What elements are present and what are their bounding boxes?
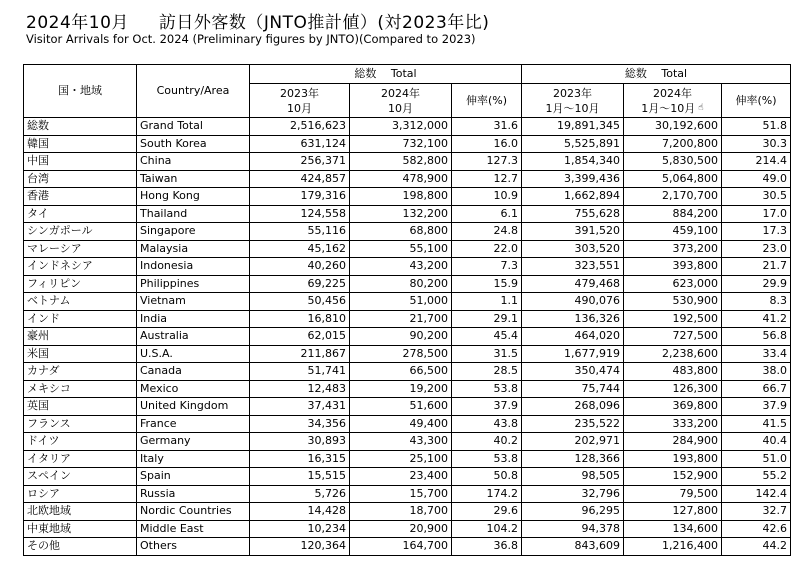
cell-cum-growth: 17.3 bbox=[722, 223, 791, 241]
table-row bbox=[24, 485, 791, 503]
cell-cum-2024: 7,200,800 bbox=[624, 135, 722, 153]
cell-cum-growth: 29.9 bbox=[722, 275, 791, 293]
cell-oct-2024: 15,700 bbox=[350, 485, 452, 503]
cell-cum-2024: 152,900 bbox=[624, 468, 722, 486]
cell-cum-2023: 75,744 bbox=[522, 380, 624, 398]
cell-cum-2023: 843,609 bbox=[522, 538, 624, 556]
cell-cum-growth: 37.9 bbox=[722, 398, 791, 416]
cell-cum-growth: 42.6 bbox=[722, 520, 791, 538]
cell-cum-2023: 235,522 bbox=[522, 415, 624, 433]
cell-cum-growth: 8.3 bbox=[722, 293, 791, 311]
cell-region-en: Thailand bbox=[137, 205, 250, 223]
cell-cum-2024: 727,500 bbox=[624, 328, 722, 346]
cell-cum-2023: 755,628 bbox=[522, 205, 624, 223]
cell-oct-2024: 19,200 bbox=[350, 380, 452, 398]
cell-region-jp: インドネシア bbox=[24, 258, 137, 276]
cell-region-jp: 香港 bbox=[24, 188, 137, 206]
cell-region-en: Others bbox=[137, 538, 250, 556]
cell-cum-growth: 49.0 bbox=[722, 170, 791, 188]
cell-region-en: Canada bbox=[137, 363, 250, 381]
cell-oct-2023: 124,558 bbox=[250, 205, 350, 223]
cell-oct-2024: 21,700 bbox=[350, 310, 452, 328]
header-region-jp: 国・地域 bbox=[24, 65, 137, 118]
cell-region-jp: 北欧地域 bbox=[24, 503, 137, 521]
header-month-2023: 2023年 10月 bbox=[250, 84, 350, 118]
table-row bbox=[24, 538, 791, 556]
cell-cum-growth: 51.8 bbox=[722, 118, 791, 136]
cell-region-en: United Kingdom bbox=[137, 398, 250, 416]
cell-region-en: Nordic Countries bbox=[137, 503, 250, 521]
cell-region-en: Taiwan bbox=[137, 170, 250, 188]
cell-oct-growth: 174.2 bbox=[452, 485, 522, 503]
cell-oct-2023: 120,364 bbox=[250, 538, 350, 556]
cell-cum-2024: 2,170,700 bbox=[624, 188, 722, 206]
header-region-en: Country/Area bbox=[137, 65, 250, 118]
cell-region-en: Italy bbox=[137, 450, 250, 468]
cell-oct-growth: 10.9 bbox=[452, 188, 522, 206]
cell-cum-2023: 490,076 bbox=[522, 293, 624, 311]
cell-oct-2024: 732,100 bbox=[350, 135, 452, 153]
table-row bbox=[24, 468, 791, 486]
table-row bbox=[24, 275, 791, 293]
cell-cum-2024: 623,000 bbox=[624, 275, 722, 293]
cell-cum-growth: 40.4 bbox=[722, 433, 791, 451]
cell-oct-2023: 10,234 bbox=[250, 520, 350, 538]
cell-cum-growth: 41.5 bbox=[722, 415, 791, 433]
cell-cum-2023: 136,326 bbox=[522, 310, 624, 328]
cell-region-jp: メキシコ bbox=[24, 380, 137, 398]
cell-region-jp: 総数 bbox=[24, 118, 137, 136]
cell-region-en: India bbox=[137, 310, 250, 328]
table-row bbox=[24, 188, 791, 206]
cell-region-en: Hong Kong bbox=[137, 188, 250, 206]
cell-oct-2024: 198,800 bbox=[350, 188, 452, 206]
cell-region-jp: インド bbox=[24, 310, 137, 328]
cell-oct-growth: 28.5 bbox=[452, 363, 522, 381]
cell-region-jp: カナダ bbox=[24, 363, 137, 381]
cell-oct-growth: 50.8 bbox=[452, 468, 522, 486]
header-group-month: 総数 Total bbox=[250, 65, 522, 84]
cell-region-jp: タイ bbox=[24, 205, 137, 223]
cell-cum-growth: 33.4 bbox=[722, 345, 791, 363]
cell-oct-2023: 30,893 bbox=[250, 433, 350, 451]
cell-oct-growth: 6.1 bbox=[452, 205, 522, 223]
cell-region-jp: シンガポール bbox=[24, 223, 137, 241]
cell-oct-2023: 16,315 bbox=[250, 450, 350, 468]
cell-cum-2023: 391,520 bbox=[522, 223, 624, 241]
table-row bbox=[24, 345, 791, 363]
cell-cum-2023: 19,891,345 bbox=[522, 118, 624, 136]
cell-cum-growth: 66.7 bbox=[722, 380, 791, 398]
cell-region-jp: ベトナム bbox=[24, 293, 137, 311]
cell-oct-2023: 16,810 bbox=[250, 310, 350, 328]
cell-cum-2024: 193,800 bbox=[624, 450, 722, 468]
cell-cum-growth: 21.7 bbox=[722, 258, 791, 276]
title-date: 2024年10月 bbox=[26, 13, 129, 33]
table-row bbox=[24, 380, 791, 398]
cell-cum-2024: 369,800 bbox=[624, 398, 722, 416]
table-row bbox=[24, 398, 791, 416]
cell-oct-2024: 20,900 bbox=[350, 520, 452, 538]
cell-cum-2024: 459,100 bbox=[624, 223, 722, 241]
cell-cum-2024: 373,200 bbox=[624, 240, 722, 258]
cell-cum-growth: 41.2 bbox=[722, 310, 791, 328]
cell-region-jp: フランス bbox=[24, 415, 137, 433]
cell-cum-2023: 464,020 bbox=[522, 328, 624, 346]
cell-region-jp: スペイン bbox=[24, 468, 137, 486]
cell-cum-2024: 530,900 bbox=[624, 293, 722, 311]
table-row bbox=[24, 363, 791, 381]
cell-oct-2023: 14,428 bbox=[250, 503, 350, 521]
cell-oct-2024: 478,900 bbox=[350, 170, 452, 188]
header-month-2024: 2024年 10月 bbox=[350, 84, 452, 118]
cell-oct-2024: 18,700 bbox=[350, 503, 452, 521]
cell-oct-2023: 5,726 bbox=[250, 485, 350, 503]
cell-cum-growth: 56.8 bbox=[722, 328, 791, 346]
header-cum-growth: 伸率(%) bbox=[722, 84, 791, 118]
cell-region-en: Spain bbox=[137, 468, 250, 486]
cell-oct-2024: 51,600 bbox=[350, 398, 452, 416]
cell-cum-2023: 479,468 bbox=[522, 275, 624, 293]
cell-oct-2024: 90,200 bbox=[350, 328, 452, 346]
cell-oct-growth: 127.3 bbox=[452, 153, 522, 171]
table-row bbox=[24, 328, 791, 346]
cell-region-en: U.S.A. bbox=[137, 345, 250, 363]
table-row bbox=[24, 258, 791, 276]
cell-cum-growth: 32.7 bbox=[722, 503, 791, 521]
cell-cum-2023: 323,551 bbox=[522, 258, 624, 276]
cell-oct-growth: 31.5 bbox=[452, 345, 522, 363]
cell-region-en: Germany bbox=[137, 433, 250, 451]
header-group-cumulative: 総数 Total bbox=[522, 65, 791, 84]
table-row bbox=[24, 153, 791, 171]
table-row bbox=[24, 520, 791, 538]
cell-region-jp: 英国 bbox=[24, 398, 137, 416]
cell-oct-2024: 23,400 bbox=[350, 468, 452, 486]
cell-cum-growth: 30.3 bbox=[722, 135, 791, 153]
cell-cum-2024: 30,192,600 bbox=[624, 118, 722, 136]
cell-cum-2024: 284,900 bbox=[624, 433, 722, 451]
cell-cum-growth: 44.2 bbox=[722, 538, 791, 556]
cell-oct-2023: 62,015 bbox=[250, 328, 350, 346]
cell-cum-2023: 268,096 bbox=[522, 398, 624, 416]
cell-oct-2023: 40,260 bbox=[250, 258, 350, 276]
cell-region-jp: 中国 bbox=[24, 153, 137, 171]
cell-cum-2023: 98,505 bbox=[522, 468, 624, 486]
cell-oct-2023: 256,371 bbox=[250, 153, 350, 171]
cell-oct-growth: 31.6 bbox=[452, 118, 522, 136]
cell-oct-2023: 51,741 bbox=[250, 363, 350, 381]
cell-oct-2023: 631,124 bbox=[250, 135, 350, 153]
page-title bbox=[26, 8, 489, 33]
page-subtitle: Visitor Arrivals for Oct. 2024 (Preliminary figures by JNTO)(Compared to 2023) bbox=[26, 32, 476, 46]
cell-region-jp: 米国 bbox=[24, 345, 137, 363]
cell-region-en: Malaysia bbox=[137, 240, 250, 258]
cell-cum-2023: 1,677,919 bbox=[522, 345, 624, 363]
cell-cum-2023: 128,366 bbox=[522, 450, 624, 468]
table-row bbox=[24, 415, 791, 433]
cell-region-jp: 豪州 bbox=[24, 328, 137, 346]
cell-oct-2024: 132,200 bbox=[350, 205, 452, 223]
cell-cum-2024: 192,500 bbox=[624, 310, 722, 328]
cell-oct-2023: 15,515 bbox=[250, 468, 350, 486]
cell-oct-2023: 2,516,623 bbox=[250, 118, 350, 136]
cell-oct-growth: 43.8 bbox=[452, 415, 522, 433]
cell-oct-growth: 53.8 bbox=[452, 450, 522, 468]
cell-cum-2024: 884,200 bbox=[624, 205, 722, 223]
cell-oct-growth: 40.2 bbox=[452, 433, 522, 451]
table-body bbox=[24, 118, 791, 556]
cell-cum-2024: 79,500 bbox=[624, 485, 722, 503]
cell-region-jp: ロシア bbox=[24, 485, 137, 503]
cell-cum-2023: 202,971 bbox=[522, 433, 624, 451]
cell-cum-growth: 55.2 bbox=[722, 468, 791, 486]
cell-oct-growth: 45.4 bbox=[452, 328, 522, 346]
cell-oct-2023: 55,116 bbox=[250, 223, 350, 241]
table-row bbox=[24, 433, 791, 451]
cell-oct-growth: 1.1 bbox=[452, 293, 522, 311]
title-text: 訪日外客数（JNTO推計値）(対2023年比) bbox=[158, 13, 490, 33]
cell-region-en: Philippines bbox=[137, 275, 250, 293]
cell-cum-growth: 30.5 bbox=[722, 188, 791, 206]
table-row bbox=[24, 118, 791, 136]
cell-cum-2023: 3,399,436 bbox=[522, 170, 624, 188]
cell-region-en: Indonesia bbox=[137, 258, 250, 276]
cell-oct-growth: 24.8 bbox=[452, 223, 522, 241]
table-row bbox=[24, 450, 791, 468]
cell-oct-2024: 43,200 bbox=[350, 258, 452, 276]
hand-cursor-icon: ☝ bbox=[698, 102, 704, 113]
cell-region-jp: 中東地域 bbox=[24, 520, 137, 538]
cell-cum-growth: 214.4 bbox=[722, 153, 791, 171]
cell-region-en: Mexico bbox=[137, 380, 250, 398]
cell-oct-growth: 37.9 bbox=[452, 398, 522, 416]
cell-region-jp: その他 bbox=[24, 538, 137, 556]
cell-region-en: South Korea bbox=[137, 135, 250, 153]
cell-oct-2023: 424,857 bbox=[250, 170, 350, 188]
cell-oct-2024: 49,400 bbox=[350, 415, 452, 433]
cell-oct-2023: 37,431 bbox=[250, 398, 350, 416]
cell-region-en: Middle East bbox=[137, 520, 250, 538]
visitor-arrivals-table bbox=[23, 64, 791, 556]
table-row bbox=[24, 310, 791, 328]
cell-oct-growth: 7.3 bbox=[452, 258, 522, 276]
cell-oct-2024: 51,000 bbox=[350, 293, 452, 311]
cell-oct-growth: 53.8 bbox=[452, 380, 522, 398]
cell-oct-2023: 50,456 bbox=[250, 293, 350, 311]
cell-region-jp: 台湾 bbox=[24, 170, 137, 188]
cell-cum-2023: 32,796 bbox=[522, 485, 624, 503]
cell-cum-2023: 1,662,894 bbox=[522, 188, 624, 206]
cell-oct-growth: 15.9 bbox=[452, 275, 522, 293]
cell-region-en: Vietnam bbox=[137, 293, 250, 311]
cell-cum-growth: 142.4 bbox=[722, 485, 791, 503]
cell-cum-2023: 303,520 bbox=[522, 240, 624, 258]
cell-cum-growth: 38.0 bbox=[722, 363, 791, 381]
cell-oct-2023: 179,316 bbox=[250, 188, 350, 206]
table-row bbox=[24, 503, 791, 521]
header-cum-2023: 2023年 1月～10月 bbox=[522, 84, 624, 118]
cell-oct-2023: 34,356 bbox=[250, 415, 350, 433]
cell-oct-2024: 25,100 bbox=[350, 450, 452, 468]
cell-region-en: Australia bbox=[137, 328, 250, 346]
cell-oct-growth: 36.8 bbox=[452, 538, 522, 556]
cell-cum-2024: 127,800 bbox=[624, 503, 722, 521]
table-row bbox=[24, 240, 791, 258]
cell-oct-2024: 66,500 bbox=[350, 363, 452, 381]
table-row bbox=[24, 293, 791, 311]
cell-cum-2023: 96,295 bbox=[522, 503, 624, 521]
header-month-growth: 伸率(%) bbox=[452, 84, 522, 118]
table-row bbox=[24, 135, 791, 153]
cell-cum-2023: 94,378 bbox=[522, 520, 624, 538]
cell-oct-2024: 164,700 bbox=[350, 538, 452, 556]
table-row bbox=[24, 205, 791, 223]
cell-cum-2024: 126,300 bbox=[624, 380, 722, 398]
cell-region-jp: 韓国 bbox=[24, 135, 137, 153]
cell-cum-2023: 1,854,340 bbox=[522, 153, 624, 171]
cell-cum-2024: 5,064,800 bbox=[624, 170, 722, 188]
cell-cum-2023: 5,525,891 bbox=[522, 135, 624, 153]
cell-cum-2023: 350,474 bbox=[522, 363, 624, 381]
cell-oct-2023: 211,867 bbox=[250, 345, 350, 363]
cell-region-jp: イタリア bbox=[24, 450, 137, 468]
cell-oct-growth: 16.0 bbox=[452, 135, 522, 153]
table-row bbox=[24, 223, 791, 241]
cell-region-jp: フィリピン bbox=[24, 275, 137, 293]
cell-cum-2024: 393,800 bbox=[624, 258, 722, 276]
cell-oct-2024: 3,312,000 bbox=[350, 118, 452, 136]
cell-cum-growth: 17.0 bbox=[722, 205, 791, 223]
cell-region-en: Russia bbox=[137, 485, 250, 503]
cell-oct-2024: 68,800 bbox=[350, 223, 452, 241]
cell-oct-2024: 55,100 bbox=[350, 240, 452, 258]
cell-oct-2023: 69,225 bbox=[250, 275, 350, 293]
cell-cum-growth: 51.0 bbox=[722, 450, 791, 468]
cell-oct-2023: 45,162 bbox=[250, 240, 350, 258]
cell-cum-2024: 2,238,600 bbox=[624, 345, 722, 363]
cell-oct-growth: 29.1 bbox=[452, 310, 522, 328]
cell-region-en: France bbox=[137, 415, 250, 433]
cell-region-en: Singapore bbox=[137, 223, 250, 241]
cell-region-en: Grand Total bbox=[137, 118, 250, 136]
cell-oct-2023: 12,483 bbox=[250, 380, 350, 398]
cell-oct-growth: 22.0 bbox=[452, 240, 522, 258]
cell-cum-2024: 1,216,400 bbox=[624, 538, 722, 556]
cell-oct-growth: 104.2 bbox=[452, 520, 522, 538]
header-cum-2024: 2024年 1月～10月 ☝ bbox=[624, 84, 722, 118]
table-row bbox=[24, 170, 791, 188]
cell-oct-growth: 12.7 bbox=[452, 170, 522, 188]
cell-region-jp: ドイツ bbox=[24, 433, 137, 451]
cell-oct-growth: 29.6 bbox=[452, 503, 522, 521]
cell-cum-2024: 483,800 bbox=[624, 363, 722, 381]
cell-oct-2024: 80,200 bbox=[350, 275, 452, 293]
cell-cum-growth: 23.0 bbox=[722, 240, 791, 258]
cell-oct-2024: 43,300 bbox=[350, 433, 452, 451]
cell-cum-2024: 134,600 bbox=[624, 520, 722, 538]
cell-cum-2024: 5,830,500 bbox=[624, 153, 722, 171]
cell-region-jp: マレーシア bbox=[24, 240, 137, 258]
cell-cum-2024: 333,200 bbox=[624, 415, 722, 433]
cell-region-en: China bbox=[137, 153, 250, 171]
cell-oct-2024: 582,800 bbox=[350, 153, 452, 171]
cell-oct-2024: 278,500 bbox=[350, 345, 452, 363]
